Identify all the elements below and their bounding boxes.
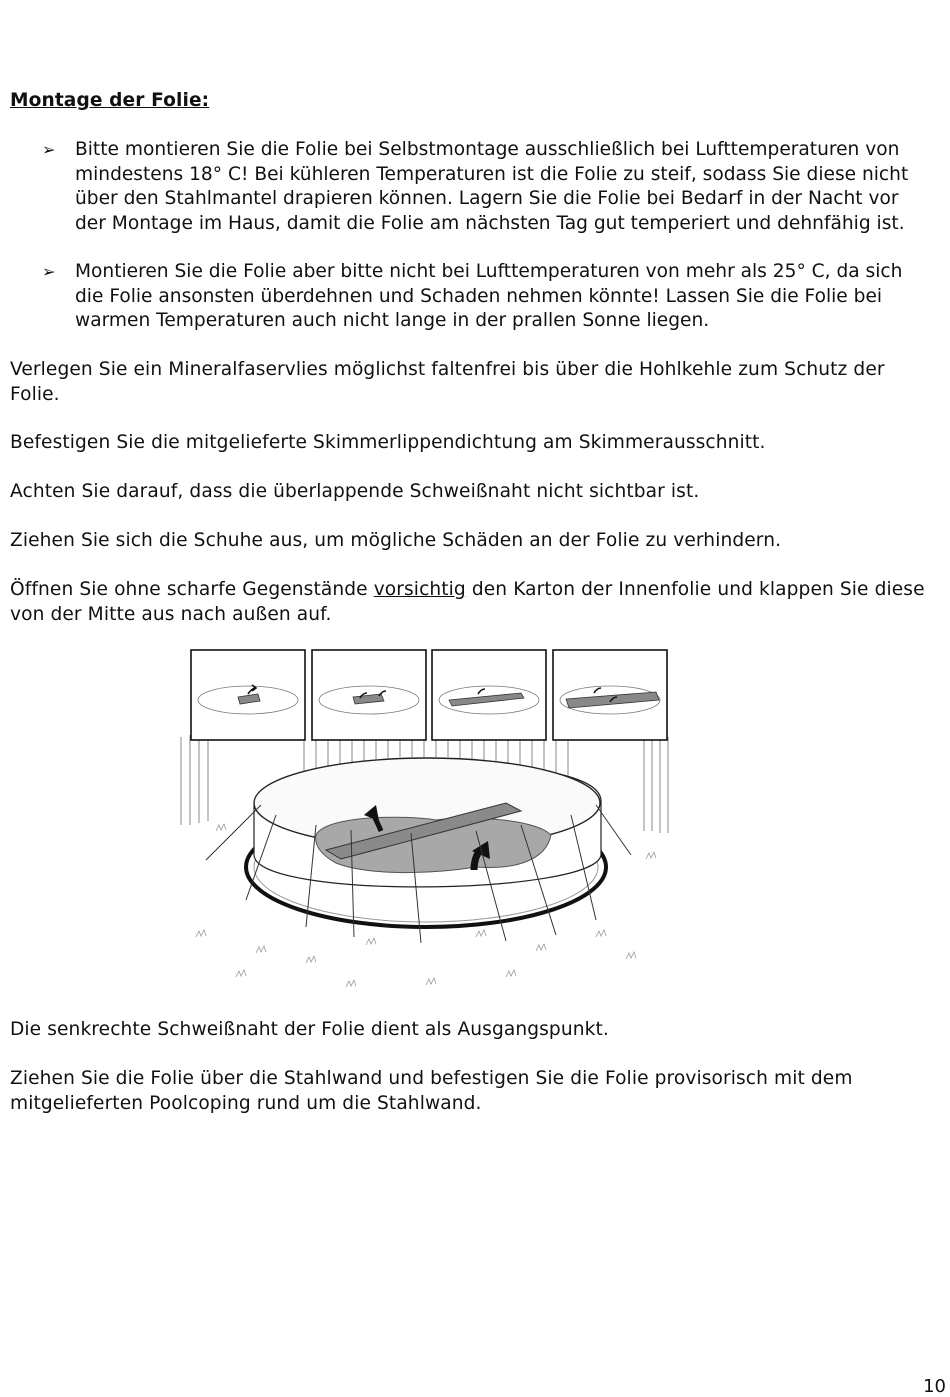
bullet-2-line-2: die Folie ansonsten überdehnen und Schaden nehmen könnte! Lassen Sie die Folie bei (75, 285, 883, 307)
paragraph-vlies-line-2: Folie. (10, 383, 60, 405)
paragraph-karton-line-1 (10, 578, 925, 603)
paragraph-vlies-line-1: Verlegen Sie ein Mineralfaservlies möglichst faltenfrei bis über die Hohlkehle zum Schutz der (10, 359, 885, 380)
pool-liner-illustration (176, 645, 676, 1007)
karton-text-post: den Karton der Innenfolie und klappen Sie diese (465, 579, 925, 600)
arrowhead-bullet-icon: ➢ (42, 262, 56, 281)
paragraph-schweissnaht: Achten Sie darauf, dass die überlappende Schweißnaht nicht sichtbar ist. (10, 481, 700, 502)
paragraph-poolcoping-line-1: Ziehen Sie die Folie über die Stahlwand und befestigen Sie die Folie provisorisch mit dem (10, 1068, 853, 1089)
bullet-1-line-1: Bitte montieren Sie die Folie bei Selbstmontage ausschließlich bei Lufttemperaturen von (75, 139, 900, 160)
paragraph-schuhe: Ziehen Sie sich die Schuhe aus, um mögliche Schäden an der Folie zu verhindern. (10, 530, 782, 551)
bullet-1-line-4: der Montage im Haus, damit die Folie am nächsten Tag gut temperiert und dehnfähig ist. (75, 212, 905, 234)
page-number: 10 (923, 1376, 946, 1397)
section-heading: Montage der Folie: (10, 90, 210, 111)
paragraph-skimmer: Befestigen Sie die mitgelieferte Skimmerlippendichtung am Skimmerausschnitt. (10, 432, 766, 453)
arrowhead-bullet-icon: ➢ (42, 140, 56, 159)
bullet-1-line-2: mindestens 18° C! Bei kühleren Temperaturen ist die Folie zu steif, sodass Sie diese nicht (75, 163, 909, 185)
bullet-1-line-3: über den Stahlmantel drapieren können. Lagern Sie die Folie bei Bedarf in der Nacht vor (75, 188, 899, 209)
bullet-2-line-1: Montieren Sie die Folie aber bitte nicht bei Lufttemperaturen von mehr als 25° C, da sich (75, 261, 903, 282)
paragraph-ausgangspunkt: Die senkrechte Schweißnaht der Folie dient als Ausgangspunkt. (10, 1019, 609, 1040)
bullet-2-line-3: warmen Temperaturen auch nicht lange in der prallen Sonne liegen. (75, 310, 710, 331)
paragraph-poolcoping-line-2: mitgelieferten Poolcoping rund um die Stahlwand. (10, 1092, 482, 1114)
karton-text-pre: Öffnen Sie ohne scharfe Gegenstände (10, 579, 374, 600)
step-panels (191, 650, 667, 740)
karton-text-underlined: vorsichtig (373, 579, 466, 600)
paragraph-karton-line-2: von der Mitte aus nach außen auf. (10, 603, 332, 625)
